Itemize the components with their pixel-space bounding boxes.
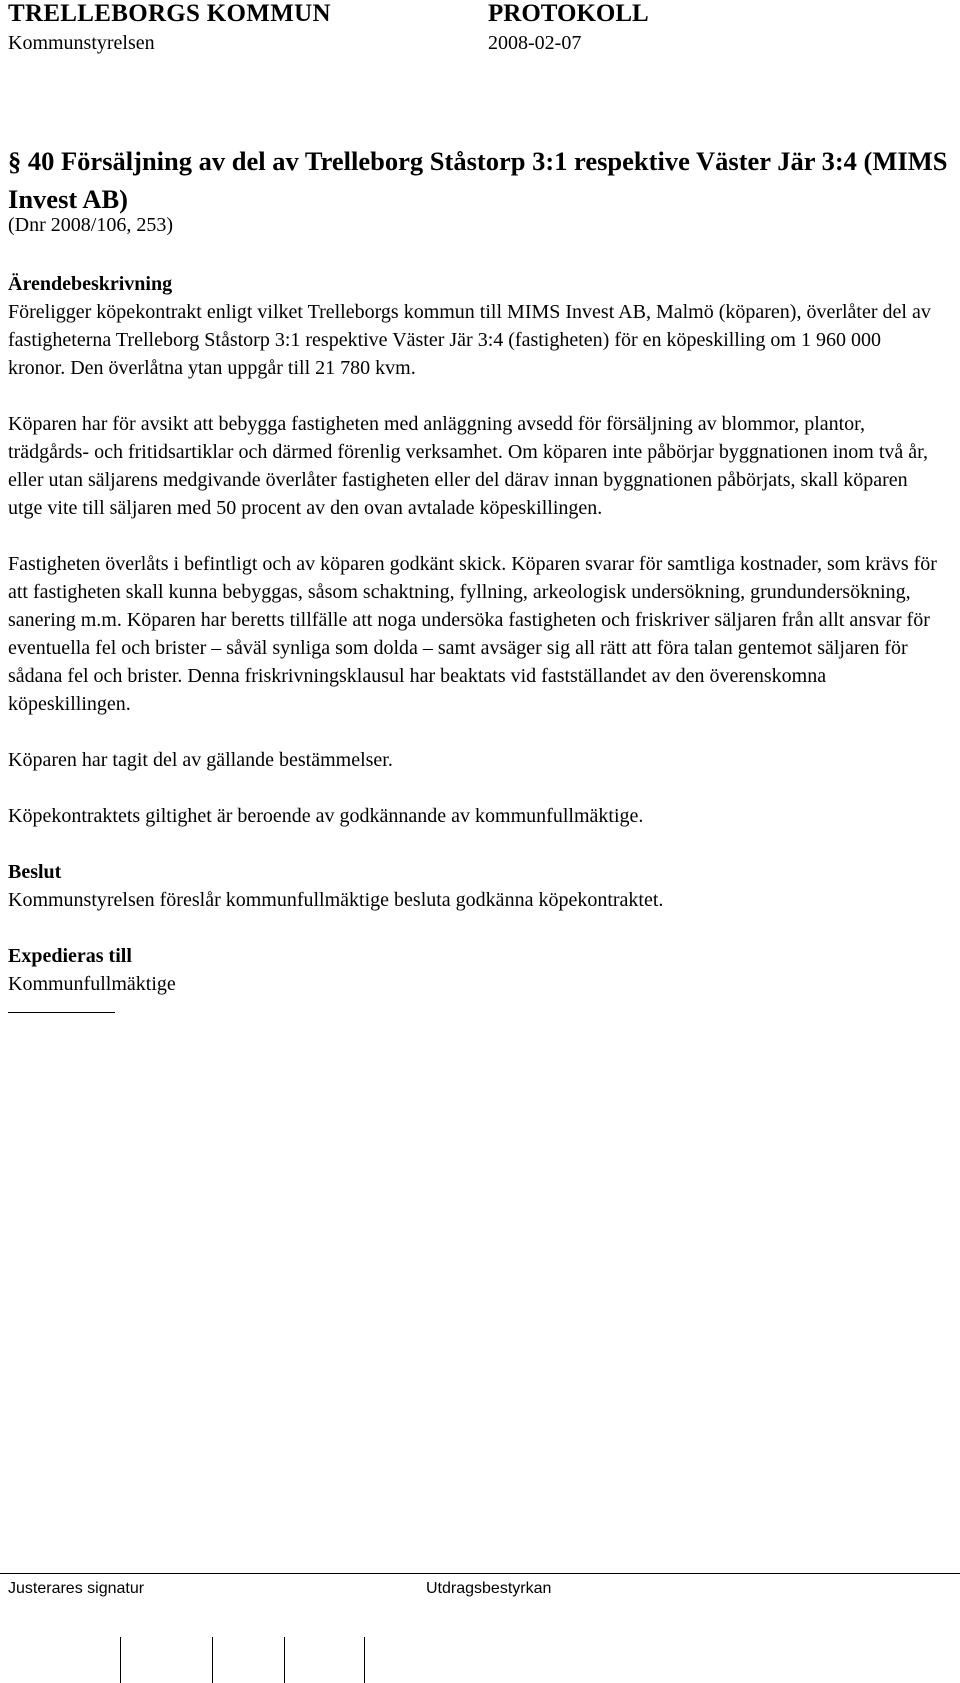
description-paragraph: Köparen har för avsikt att bebygga fastigheten med anläggning avsedd för försäljning av blommor, plantor, trädgårds- och fritidsartiklar och därmed förenlig verksamhet. Om köparen inte påbörjar byggnationen inom två år, eller utan säljarens medgivande överlåter fastigheten eller del därav innan byggnationen påbörjats, skall köparen utge vite till säljaren med 50 procent av den ovan avtalade köpeskillingen. (8, 413, 928, 519)
header-row-top (8, 0, 668, 30)
doc-type: PROTOKOLL (488, 0, 649, 27)
certification-label: Utdragsbestyrkan (426, 1580, 552, 1597)
body-name: Kommunstyrelsen (8, 32, 155, 54)
case-title-text: 40 Försäljning av del av Trelleborg Ståstorp 3:1 respektive Väster Jär 3:4 (MIMS Invest AB) (8, 146, 948, 214)
description-paragraph: Fastigheten överlåts i befintligt och av köparen godkänt skick. Köparen svarar för samtliga kostnader, som krävs för att fastigheten skall kunna bebyggas, såsom schaktning, fyllning, arkeologisk undersökning, grundundersökning, sanering m.m. Köparen har beretts tillfälle att noga undersöka fastigheten och friskriver säljaren från allt ansvar för eventuella fel och brister – såväl synliga som dolda – samt avsäger sig all rätt att föra talan gentemot säljaren för sådana fel och brister. Denna friskrivningsklausul har beaktats vid fastställandet av den överenskomna köpeskillingen. (8, 553, 937, 715)
section-sign-icon: § (8, 146, 22, 176)
case-dnr: (Dnr 2008/106, 253) (8, 214, 173, 236)
meeting-date: 2008-02-07 (488, 32, 582, 54)
decision-heading: Beslut (8, 861, 62, 883)
decision-text: Kommunstyrelsen föreslår kommunfullmäktige besluta godkänna köpekontraktet. (8, 889, 664, 911)
signature-label: Justerares signatur (8, 1580, 145, 1597)
end-rule (8, 1012, 115, 1013)
dispatch-heading: Expedieras till (8, 945, 132, 967)
document-body (8, 270, 943, 1013)
case-title (8, 142, 948, 218)
description-paragraph: Köpekontraktets giltighet är beroende av godkännande av kommunfullmäktige. (8, 805, 644, 827)
dispatch-text: Kommunfullmäktige (8, 973, 176, 995)
signature-box-divider (364, 1637, 365, 1683)
description-paragraph: Föreligger köpekontrakt enligt vilket Trelleborgs kommun till MIMS Invest AB, Malmö (köparen), överlåter del av fastigheterna Trelleborg Ståstorp 3:1 respektive Väster Jär 3:4 (fastigheten) för en köpeskilling om 1 960 000 kronor. Den överlåtna ytan uppgår till 21 780 kvm. (8, 301, 931, 379)
header-row-bottom (8, 32, 668, 62)
signature-box-divider (212, 1637, 213, 1683)
description-paragraph: Köparen har tagit del av gällande bestämmelser. (8, 749, 393, 771)
signature-box-divider (120, 1637, 121, 1683)
description-heading: Ärendebeskrivning (8, 273, 173, 295)
signature-box-divider (284, 1637, 285, 1683)
footer-rule (0, 1573, 960, 1574)
org-name: TRELLEBORGS KOMMUN (8, 0, 331, 27)
